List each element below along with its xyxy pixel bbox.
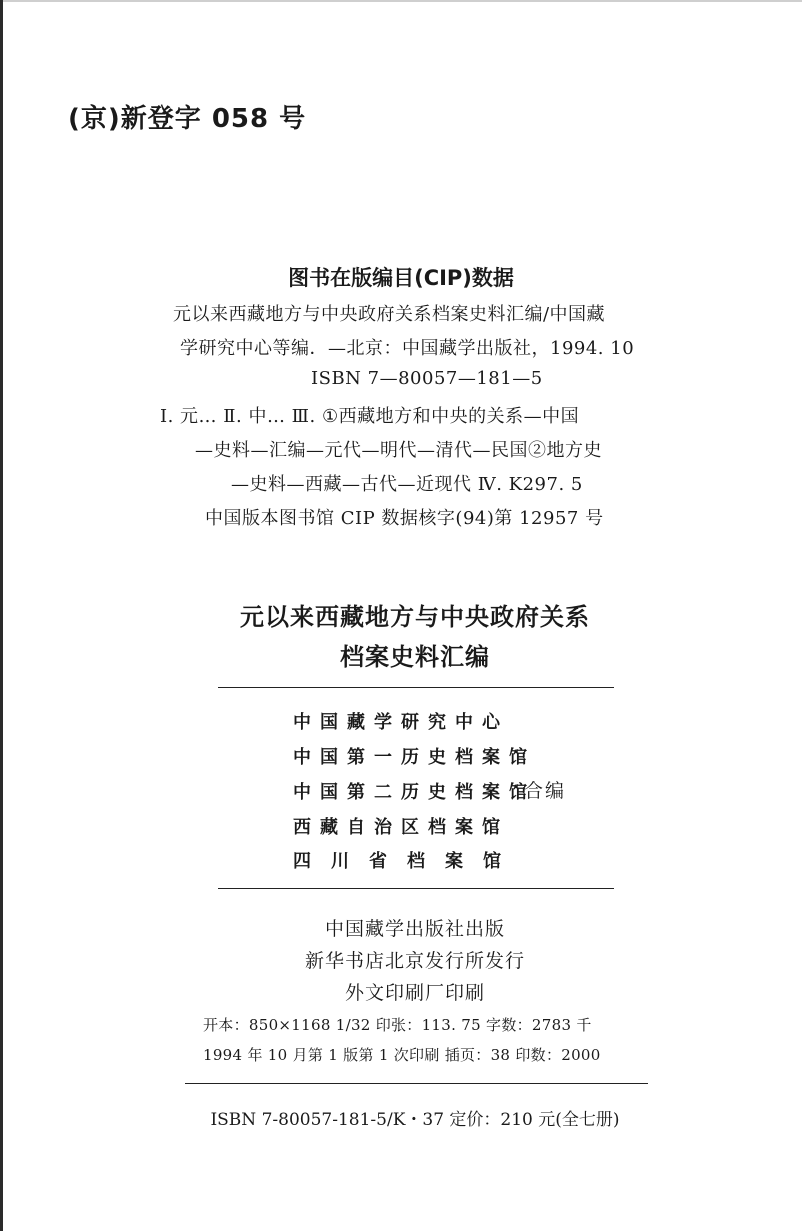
compiler-name: 中国藏学研究中心 bbox=[293, 712, 509, 733]
registration-number: (京)新登字 058 号 bbox=[68, 104, 307, 134]
cip-heading: 图书在版编目(CIP)数据 bbox=[288, 266, 514, 290]
cip-line: 元以来西藏地方与中央政府关系档案史料汇编/中国藏 bbox=[173, 304, 606, 325]
book-title-line1: 元以来西藏地方与中央政府关系 bbox=[240, 603, 590, 631]
compiler-name: 四川省档案馆 bbox=[293, 851, 521, 872]
isbn-price: ISBN 7-80057-181-5/K・37 定价：210 元(全七册) bbox=[210, 1110, 620, 1130]
cip-line: 学研究中心等编．—北京：中国藏学出版社，1994. 10 bbox=[180, 338, 635, 359]
compiler-name: 中国第二历史档案馆 bbox=[293, 782, 536, 803]
publisher-line: 中国藏学出版社出版 bbox=[324, 918, 505, 940]
cip-line: Ⅰ. 元… Ⅱ. 中… Ⅲ. ①西藏地方和中央的关系—中国 bbox=[160, 406, 580, 427]
book-title-line2: 档案史料汇编 bbox=[340, 643, 490, 671]
cip-line: —史料—汇编—元代—明代—清代—民国②地方史 bbox=[195, 440, 602, 461]
distributor-line: 新华书店北京发行所发行 bbox=[304, 950, 525, 972]
cip-isbn-line: ISBN 7—80057—181—5 bbox=[311, 368, 543, 389]
compiler-name: 中国第一历史档案馆 bbox=[293, 747, 536, 768]
divider-rule bbox=[185, 1083, 648, 1084]
cip-line: —史料—西藏—古代—近现代 Ⅳ. K297. 5 bbox=[231, 474, 583, 495]
compiler-name: 西藏自治区档案馆 bbox=[293, 817, 509, 838]
edition-specs: 1994 年 10 月第 1 版第 1 次印刷 插页：38 印数：2000 bbox=[203, 1046, 601, 1064]
divider-rule bbox=[218, 687, 614, 688]
divider-rule bbox=[218, 888, 614, 889]
cip-line: 中国版本图书馆 CIP 数据核字(94)第 12957 号 bbox=[205, 508, 604, 529]
format-specs: 开本：850×1168 1/32 印张：113. 75 字数：2783 千 bbox=[203, 1016, 592, 1034]
joint-compiled-label: 合编 bbox=[524, 780, 567, 802]
printer-line: 外文印刷厂印刷 bbox=[344, 982, 485, 1004]
page-top-edge bbox=[0, 0, 802, 2]
